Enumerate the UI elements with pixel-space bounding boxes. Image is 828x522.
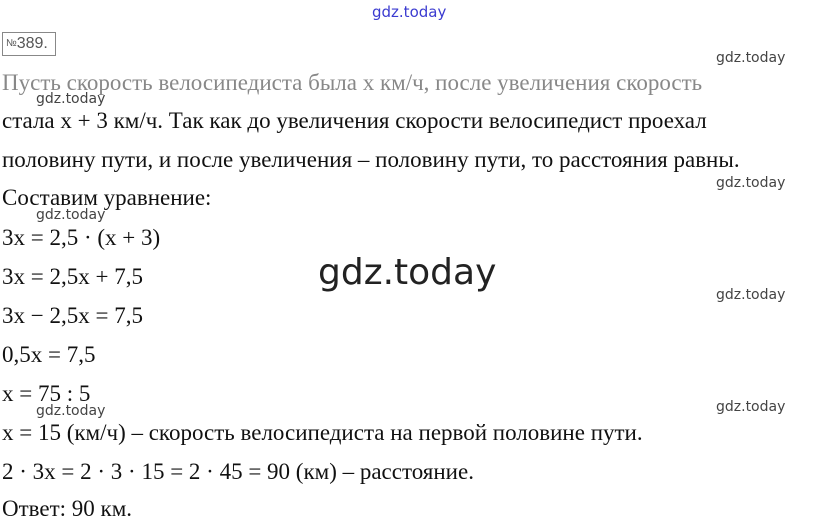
watermark-small: gdz.today: [716, 50, 786, 66]
watermark-small: gdz.today: [36, 91, 106, 107]
watermark-small: gdz.today: [36, 403, 106, 419]
watermark-small: gdz.today: [716, 399, 786, 415]
text-line-3: половину пути, и после увеличения – половину пути, то расстояния равны.: [2, 147, 740, 172]
text-line-2: стала x + 3 км/ч. Так как до увеличения скорости велосипедист проехал: [2, 108, 707, 133]
problem-number: 389.: [16, 35, 48, 52]
number-sign: №: [6, 38, 17, 49]
equation-5: x = 75 : 5: [2, 381, 91, 406]
watermark-small: gdz.today: [716, 287, 786, 303]
watermark-big: gdz.today: [318, 252, 497, 293]
equation-1: 3x = 2,5 · (x + 3): [2, 225, 161, 250]
equation-7: 2 · 3x = 2 · 3 · 15 = 2 · 45 = 90 (км) – расстояние.: [2, 459, 474, 484]
answer-line: Ответ: 90 км.: [2, 496, 133, 521]
equation-6: x = 15 (км/ч) – скорость велосипедиста на первой половине пути.: [2, 420, 643, 445]
equation-2: 3x = 2,5x + 7,5: [2, 264, 143, 289]
watermark-small: gdz.today: [36, 207, 106, 223]
equation-4: 0,5x = 7,5: [2, 342, 96, 367]
watermark-top: gdz.today: [372, 3, 447, 21]
problem-number-box: [2, 32, 56, 56]
equation-3: 3x − 2,5x = 7,5: [2, 303, 143, 328]
text-line-1: Пусть скорость велосипедиста была x км/ч, после увеличения скорость: [2, 70, 703, 95]
text-line-4: Составим уравнение:: [2, 185, 212, 210]
watermark-small: gdz.today: [716, 175, 786, 191]
